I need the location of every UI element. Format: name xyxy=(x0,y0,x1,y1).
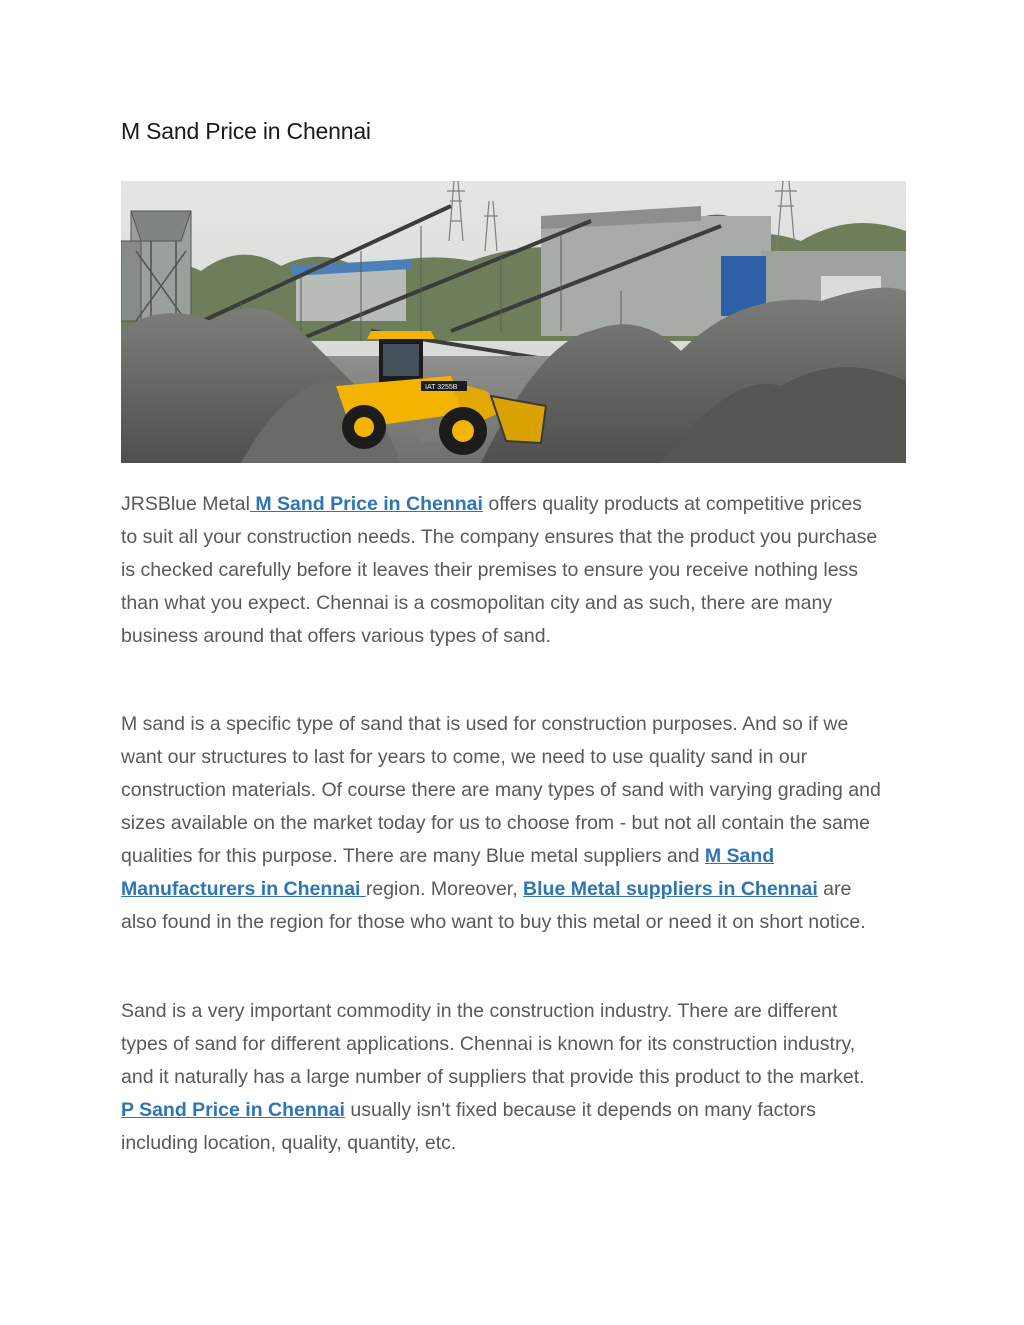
paragraph-intro xyxy=(121,488,881,653)
quarry-photo xyxy=(121,181,906,463)
text-segment: JRSBlue Metal xyxy=(121,493,250,515)
loader-marking: IAT 3255B xyxy=(425,384,458,391)
link-m-sand-manufacturers[interactable]: M Sand Manufacturers in Chennai xyxy=(121,845,775,900)
text-segment: Sand is a very important commodity in the construction industry. There are different types of sand for different applications. Chennai is known for its construction industry, and it naturally has a large number of suppliers that provide this product to the market. xyxy=(121,1000,865,1088)
link-blue-metal-suppliers[interactable]: Blue Metal suppliers in Chennai xyxy=(523,878,818,900)
text-segment: usually isn't fixed because it depends on many factors including location, quality, quantity, etc. xyxy=(121,1099,816,1154)
paragraph-sand-commodity xyxy=(121,995,881,1160)
text-segment: region. Moreover, xyxy=(365,878,524,900)
page-title: M Sand Price in Chennai xyxy=(121,118,371,144)
link-p-sand-price[interactable]: P Sand Price in Chennai xyxy=(121,1099,345,1121)
paragraph-m-sand xyxy=(121,708,881,939)
link-m-sand-price[interactable]: M Sand Price in Chennai xyxy=(249,493,483,515)
text-segment: offers quality products at competitive prices to suit all your construction needs. The company ensures that the product you purchase is checked carefully before it leaves their premises to ensure you receive nothing less than what you expect. Chennai is a cosmopolitan city and as such, there are many business around that offers various types of sand. xyxy=(121,493,878,647)
text-segment: M sand is a specific type of sand that is used for construction purposes. And so if we want our structures to last for years to come, we need to use quality sand in our construction materials. Of course there are many types of sand with varying grading and sizes available on the market today for us to choose from - but not all contain the same qualities for this purpose. There are many Blue metal suppliers and xyxy=(121,713,881,867)
text-segment: are also found in the region for those who want to buy this metal or need it on short notice. xyxy=(121,878,866,933)
